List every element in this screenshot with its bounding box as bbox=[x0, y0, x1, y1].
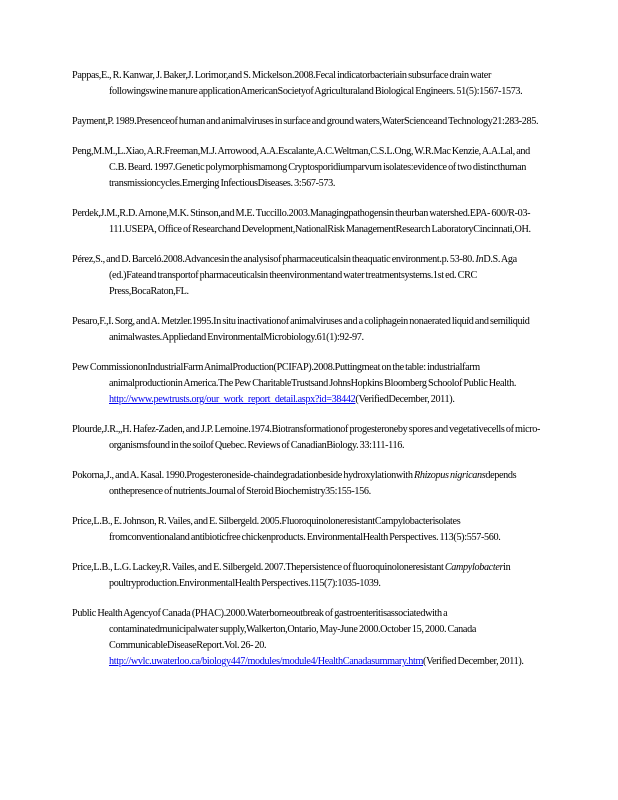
reference-url-link[interactable]: http://wvlc.uwaterloo.ca/biology447/modules/module4/HealthCanadasummary.htm bbox=[109, 656, 424, 667]
reference-entry-perdek bbox=[72, 206, 542, 238]
reference-text: Pew CommissiononIndustrialFarm AnimalProduction(PCIFAP).2008.Puttingmeat on the table: industrialfarm animalproductionin America.The Pew CharitableTrustsand JohnsHopkins Bloomberg Schoolof Public Health. bbox=[72, 362, 517, 389]
reference-text: depends onthepresence of nutrients.Journal of Steroid Biochemistry35:155-156. bbox=[109, 470, 517, 497]
reference-text: D.S. Aga (ed.)Fateand transportof pharmaceuticalsin theenvironmentand water treatmentsystems.1st ed. CRC Press,BocaRaton,FL. bbox=[109, 254, 517, 297]
reference-text: Price,L.B., L.G. Lackey,R. Vailes, and E. Silbergeld. 2007.Thepersistence of fluoroquinoloneresistant bbox=[72, 562, 445, 573]
reference-italic-text: In bbox=[475, 254, 484, 265]
reference-text: Pérez,S., and D. Barceló.2008.Advancesin the analysisof pharmaceuticalsin theaquatic environment.p. 53-80. bbox=[72, 254, 476, 265]
reference-text: (VerifiedDecember, 2011). bbox=[355, 394, 455, 405]
reference-entry-perez bbox=[72, 252, 542, 300]
reference-text: (Verified December, 2011). bbox=[423, 656, 524, 667]
reference-text: Price,L.B., E. Johnson, R. Vailes, and E. Silbergeld. 2005.FluoroquinoloneresistantCampylobacterisolates fromconventionaland antibioticfree chickenproducts. EnvironmentalHealth Perspectives. 113(5):557-560. bbox=[72, 516, 501, 543]
reference-text: Pokorna,J., and A. Kasal. 1990.Progesteroneside-chaindegradationbeside hydroxylationwith bbox=[72, 470, 415, 481]
reference-text: Payment,P. 1989.Presenceof human and animalviruses in surface and ground waters,WaterScienceand Technology21:283-285. bbox=[72, 116, 539, 127]
reference-entry-peng bbox=[72, 144, 542, 192]
reference-entry-pokorna bbox=[72, 468, 542, 500]
reference-entry-phac bbox=[72, 606, 542, 670]
reference-text: Plourde,J.R.,,H. Hafez-Zaden, and J.P. Lemoine.1974.Biotransformationof progesteroneby spores and vegetativecells of micro-organismsfound in the soilof Quebec. Reviews of CanadianBiology. 33:111-116. bbox=[72, 424, 541, 451]
reference-italic-text: Rhizopus nigricans bbox=[414, 470, 486, 481]
reference-text: Peng,M.M.,L.Xiao, A.R.Freeman,M.J. Arrowood, A.A.Escalante,A.C.Weltman,C.S.L.Ong, W.R.Mac Kenzie, A.A.Lal, and C.B. Beard. 1997.Genetic polymorphismamong Cryptosporidiumparvum isolates:evidence of two distincthuman transmissioncycles.Emerging InfectiousDiseases. 3:567-573. bbox=[72, 146, 530, 189]
reference-list bbox=[72, 68, 542, 684]
reference-url-link[interactable]: http://www.pewtrusts.org/our_work_report_detail.aspx?id=38442 bbox=[109, 394, 356, 405]
reference-entry-pesaro bbox=[72, 314, 542, 346]
reference-entry-price2005 bbox=[72, 514, 542, 546]
reference-entry-price2007 bbox=[72, 560, 542, 592]
reference-entry-plourde bbox=[72, 422, 542, 454]
reference-text: Pappas,E., R. Kanwar, J. Baker,J. Lorimor,and S. Mickelson.2008.Fecal indicatorbacteriain subsurface drain water followingswine manure applicationAmericanSocietyof Agriculturaland Biological Engineers. 51(5):1567-1573. bbox=[72, 70, 523, 97]
reference-text: Public Health Agencyof Canada (PHAC).2000.Waterborneoutbreak of gastroenteritisassociatedwith a contaminatedmunicipalwater supply,Walkerton,Ontario, May-June 2000.October 15, 2000. Canada CommunicableDiseaseReport.Vol. 26- 20. bbox=[72, 608, 476, 651]
reference-entry-pew bbox=[72, 360, 542, 408]
reference-entry-pappas bbox=[72, 68, 542, 100]
reference-text: Perdek,J.M.,R.D. Arnone,M.K. Stinson,and M.E. Tuccillo.2003.Managingpathogensin theurban watershed.EPA- 600/R-03-111.USEPA, Office of Researchand Development,NationalRisk ManagementResearch LaboratoryCincinnati,OH. bbox=[72, 208, 531, 235]
reference-entry-payment bbox=[72, 114, 542, 130]
reference-text: Pesaro,F.,I. Sorg, and A. Metzler.1995.In situ inactivationof animalviruses and a coliphagein nonaerated liquid and semiliquid animalwastes.Appliedand EnvironmentalMicrobiology.61(1):92-97. bbox=[72, 316, 530, 343]
reference-text: in poultryproduction.EnvironmentalHealth Perspectives.115(7):1035-1039. bbox=[109, 562, 511, 589]
reference-italic-text: Campylobacter bbox=[444, 562, 504, 573]
